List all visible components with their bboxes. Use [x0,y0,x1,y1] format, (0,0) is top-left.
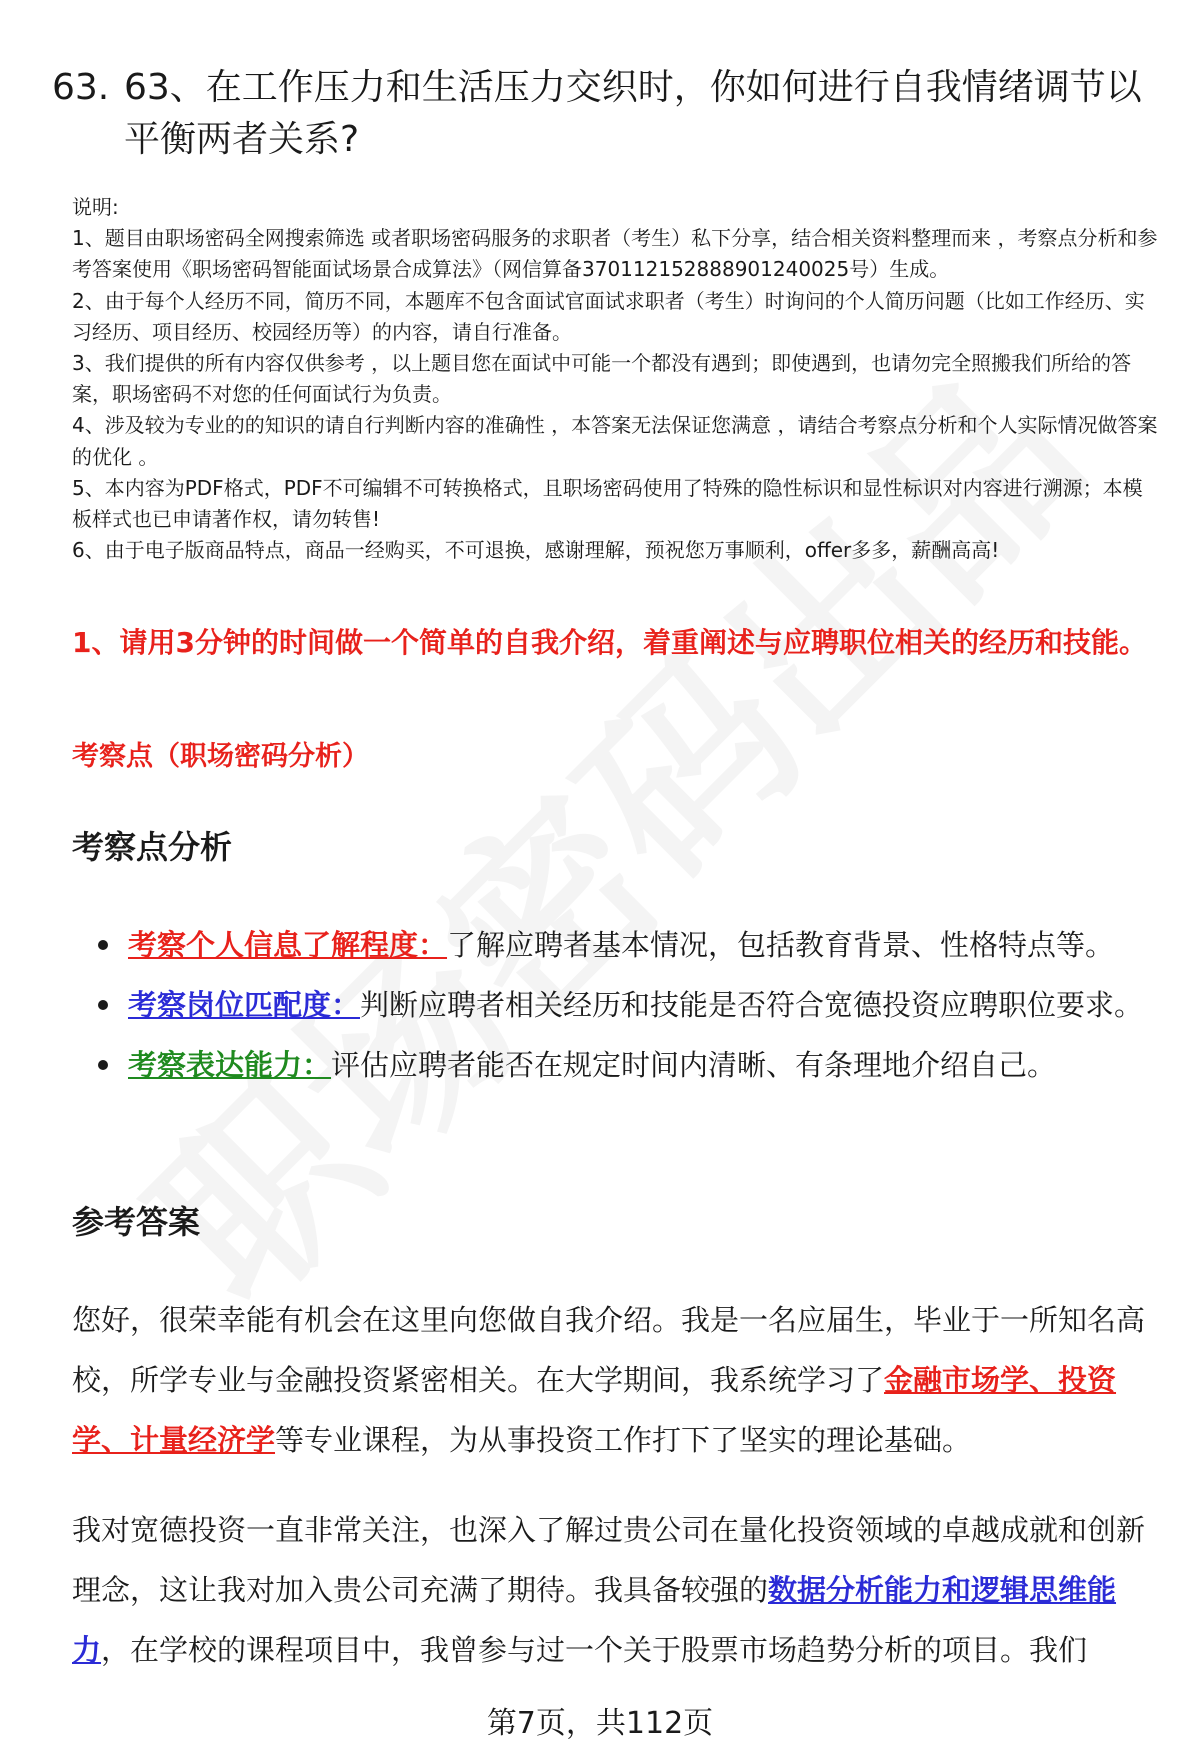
answer-highlight: 数据分析能力和逻辑思维能力 [72,1573,1117,1667]
analysis-label: 考察个人信息了解程度： [128,928,448,962]
notes-section [72,192,1162,566]
analysis-item [128,975,1158,1035]
note-item: 6、由于电子版商品特点，商品一经购买，不可退换，感谢理解，预祝您万事顺利，offer多多，薪酬高高! [72,538,1000,563]
note-item: 4、涉及较为专业的的知识的请自行判断内容的准确性 ，本答案无法保证您满意 ，请结合考察点分析和个人实际情况做答案的优化 。 [72,413,1158,469]
analysis-label: 考察表达能力： [128,1048,332,1082]
analysis-label: 考察岗位匹配度： [128,988,361,1022]
answer-text: 我对宽德投资一直非常关注，也深入了解过贵公司在量化投资领域的卓越成就和创新理念，这让我对加入贵公司充满了期待。我具备较强的 [72,1513,1146,1607]
analysis-item [128,915,1158,975]
analysis-text: 判断应聘者相关经历和技能是否符合宽德投资应聘职位要求。 [360,988,1144,1022]
key-points-label: 考察点（职场密码分析） [72,741,369,772]
question-number: 63. [52,67,110,108]
answer-heading: 参考答案 [72,1203,201,1241]
note-item: 1、题目由职场密码全网搜索筛选 或者职场密码服务的求职者（考生）私下分享，结合相关资料整理而来 ，考察点分析和参考答案使用《职场密码智能面试场景合成算法》（网信算备370112152888901240025号）生成。 [72,226,1158,282]
answer-paragraph [72,1500,1157,1680]
note-item: 3、我们提供的所有内容仅供参考 ，以上题目您在面试中可能一个都没有遇到；即使遇到，也请勿完全照搬我们所给的答案，职场密码不对您的任何面试行为负责。 [72,351,1132,407]
note-item: 5、本内容为PDF格式，PDF不可编辑不可转换格式，且职场密码使用了特殊的隐性标识和显性标识对内容进行溯源；本模板样式也已申请著作权，请勿转售! [72,475,1143,532]
answer-text: 您好，很荣幸能有机会在这里向您做自我介绍。我是一名应届生，毕业于一所知名高校，所学专业与金融投资紧密相关。在大学期间，我系统学习了 [72,1303,1146,1397]
question-text: 63、在工作压力和生活压力交织时，你如何进行自我情绪调节以平衡两者关系? [124,67,1142,160]
answer-text: 等专业课程，为从事投资工作打下了坚实的理论基础。 [275,1423,972,1457]
page-footer: 第7页，共112页 [486,1706,714,1741]
analysis-heading: 考察点分析 [72,828,233,866]
analysis-text: 了解应聘者基本情况，包括教育背景、性格特点等。 [447,928,1115,962]
sub-question: 1、请用3分钟的时间做一个简单的自我介绍，着重阐述与应聘职位相关的经历和技能。 [72,626,1147,659]
notes-heading: 说明: [72,195,119,219]
analysis-item [128,1035,1158,1095]
answer-highlight: 金融市场学、投资学、计量经济学 [72,1363,1117,1457]
note-item: 2、由于每个人经历不同，简历不同，本题库不包含面试官面试求职者（考生）时询问的个人简历问题（比如工作经历、实习经历、项目经历、校园经历等）的内容，请自行准备。 [72,288,1145,344]
analysis-text: 评估应聘者能否在规定时间内清晰、有条理地介绍自己。 [331,1048,1057,1082]
question-title [52,62,1152,166]
analysis-list [128,915,1158,1095]
answer-paragraph [72,1290,1157,1470]
answer-text: ，在学校的课程项目中，我曾参与过一个关于股票市场趋势分析的项目。我们 [101,1633,1088,1667]
